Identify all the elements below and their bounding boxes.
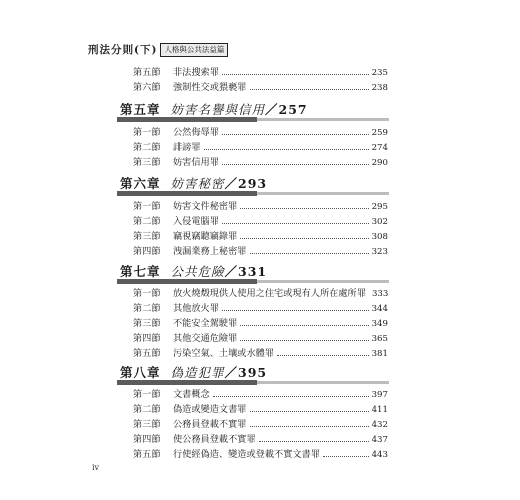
chapter-page: ／331 xyxy=(224,264,268,279)
toc-entry[interactable] xyxy=(133,446,388,460)
section-title: 其他交通危險罪 xyxy=(173,333,238,344)
chapter-heading[interactable] xyxy=(117,174,389,196)
section-number: 第二節 xyxy=(133,216,161,227)
section-title: 非法搜索罪 xyxy=(173,67,219,78)
page-ref: 443 xyxy=(371,450,388,460)
dot-leader xyxy=(250,89,369,90)
section-title: 污染空氣、土壤或水體罪 xyxy=(173,348,275,359)
toc-entry[interactable] xyxy=(133,300,388,314)
section-title: 妨害信用罪 xyxy=(173,157,219,168)
section-number: 第二節 xyxy=(133,142,161,153)
page-ref: 238 xyxy=(371,83,388,93)
toc-entry[interactable] xyxy=(133,64,388,78)
chapter-underline-bar xyxy=(117,191,389,196)
section-title: 公然侮辱罪 xyxy=(173,127,219,138)
chapter-heading[interactable] xyxy=(117,262,389,284)
section-title: 洩漏業務上秘密罪 xyxy=(173,246,247,257)
dot-leader xyxy=(240,340,368,341)
toc-entry[interactable] xyxy=(133,330,388,344)
page-ref: 349 xyxy=(371,319,388,329)
toc-entry[interactable] xyxy=(133,431,388,445)
page-ref: 411 xyxy=(371,405,388,415)
section-number: 第四節 xyxy=(133,333,161,344)
section-title: 妨害文件秘密罪 xyxy=(173,201,238,212)
chapter-label: 第五章 xyxy=(120,102,161,117)
dot-leader xyxy=(250,253,369,254)
page-ref: 302 xyxy=(371,217,388,227)
page-ref: 381 xyxy=(371,349,388,359)
toc-entry[interactable] xyxy=(133,345,388,359)
dot-leader xyxy=(323,456,369,457)
dot-leader xyxy=(250,426,369,427)
section-number: 第四節 xyxy=(133,434,161,445)
dot-leader xyxy=(222,164,369,165)
chapter-heading[interactable] xyxy=(117,100,389,122)
page-ref: 437 xyxy=(371,435,388,445)
chapter-title: 偽造犯罪 xyxy=(170,365,225,380)
section-title: 竊視竊聽竊錄罪 xyxy=(173,231,238,242)
section-title: 不能安全駕駛罪 xyxy=(173,318,238,329)
running-header xyxy=(88,42,228,57)
page-ref: 308 xyxy=(371,232,388,242)
page-ref: 397 xyxy=(371,390,388,400)
chapter-title: 妨害秘密 xyxy=(170,176,225,191)
dot-leader xyxy=(240,325,368,326)
section-title: 使公務員登載不實罪 xyxy=(173,434,256,445)
toc-entry[interactable] xyxy=(133,139,388,153)
page-ref: 290 xyxy=(371,158,388,168)
toc-entry[interactable] xyxy=(133,386,388,400)
toc-entry[interactable] xyxy=(133,285,388,299)
section-number: 第一節 xyxy=(133,389,161,400)
dot-leader xyxy=(250,411,369,412)
section-number: 第三節 xyxy=(133,419,161,430)
toc-entry[interactable] xyxy=(133,124,388,138)
section-number: 第一節 xyxy=(133,127,161,138)
page-ref: 274 xyxy=(371,143,388,153)
toc-entry[interactable] xyxy=(133,228,388,242)
page-ref: 333 xyxy=(371,289,389,299)
volume-badge: 人格與公共法益篇 xyxy=(160,43,228,57)
section-number: 第三節 xyxy=(133,157,161,168)
page-number: iv xyxy=(92,463,100,472)
section-title: 文書概念 xyxy=(173,389,210,400)
section-title: 放火燒燬現供人使用之住宅或現有人所在處所罪 xyxy=(173,288,366,299)
chapter-page: ／395 xyxy=(224,365,268,380)
toc-entry[interactable] xyxy=(133,79,388,93)
chapter-underline-bar xyxy=(117,279,389,284)
section-number: 第一節 xyxy=(133,201,161,212)
section-title: 公務員登載不實罪 xyxy=(173,419,247,430)
toc-entry[interactable] xyxy=(133,315,388,329)
toc-entry[interactable] xyxy=(133,213,388,227)
dot-leader xyxy=(240,238,368,239)
section-number: 第三節 xyxy=(133,231,161,242)
dot-leader xyxy=(240,208,368,209)
chapter-underline-bar xyxy=(117,117,389,122)
page-ref: 344 xyxy=(371,304,388,314)
toc-entry[interactable] xyxy=(133,154,388,168)
section-number: 第三節 xyxy=(133,318,161,329)
chapter-label: 第七章 xyxy=(120,264,161,279)
chapter-label: 第八章 xyxy=(120,365,161,380)
dot-leader xyxy=(222,310,369,311)
section-title: 誹謗罪 xyxy=(173,142,201,153)
chapter-title: 妨害名譽與信用 xyxy=(170,102,266,117)
chapter-heading-text xyxy=(120,100,308,118)
section-title: 入侵電腦罪 xyxy=(173,216,219,227)
section-number: 第一節 xyxy=(133,288,161,299)
chapter-heading-text xyxy=(120,262,267,280)
dot-leader xyxy=(204,149,369,150)
section-number: 第六節 xyxy=(133,82,161,93)
section-number: 第五節 xyxy=(133,67,161,78)
section-number: 第四節 xyxy=(133,246,161,257)
chapter-page: ／293 xyxy=(224,176,268,191)
section-number: 第二節 xyxy=(133,303,161,314)
section-number: 第五節 xyxy=(133,348,161,359)
page-ref: 323 xyxy=(371,247,388,257)
chapter-page: ／257 xyxy=(265,102,308,117)
toc-entry[interactable] xyxy=(133,416,388,430)
toc-entry[interactable] xyxy=(133,401,388,415)
chapter-underline-bar xyxy=(117,380,389,385)
dot-leader xyxy=(222,74,369,75)
section-title: 行使經偽造、變造或登載不實文書罪 xyxy=(173,449,320,460)
book-title: 刑法分則(下) xyxy=(88,44,158,56)
page-ref: 365 xyxy=(371,334,388,344)
toc-entry[interactable] xyxy=(133,243,388,257)
page-ref: 235 xyxy=(371,68,388,78)
section-title: 偽造或變造文書罪 xyxy=(173,404,247,415)
dot-leader xyxy=(222,134,369,135)
section-title: 強制性交或猥褻罪 xyxy=(173,82,247,93)
page-ref: 295 xyxy=(371,202,388,212)
chapter-heading-text xyxy=(120,174,267,192)
dot-leader xyxy=(277,355,369,356)
dot-leader xyxy=(222,223,369,224)
page-ref: 432 xyxy=(371,420,388,430)
chapter-label: 第六章 xyxy=(120,176,161,191)
page-ref: 259 xyxy=(371,128,388,138)
dot-leader xyxy=(213,396,369,397)
dot-leader xyxy=(259,441,369,442)
section-number: 第五節 xyxy=(133,449,161,460)
chapter-title: 公共危險 xyxy=(170,264,225,279)
section-number: 第二節 xyxy=(133,404,161,415)
chapter-heading-text xyxy=(120,363,267,381)
section-title: 其他放火罪 xyxy=(173,303,219,314)
toc-entry[interactable] xyxy=(133,198,388,212)
chapter-heading[interactable] xyxy=(117,363,389,385)
